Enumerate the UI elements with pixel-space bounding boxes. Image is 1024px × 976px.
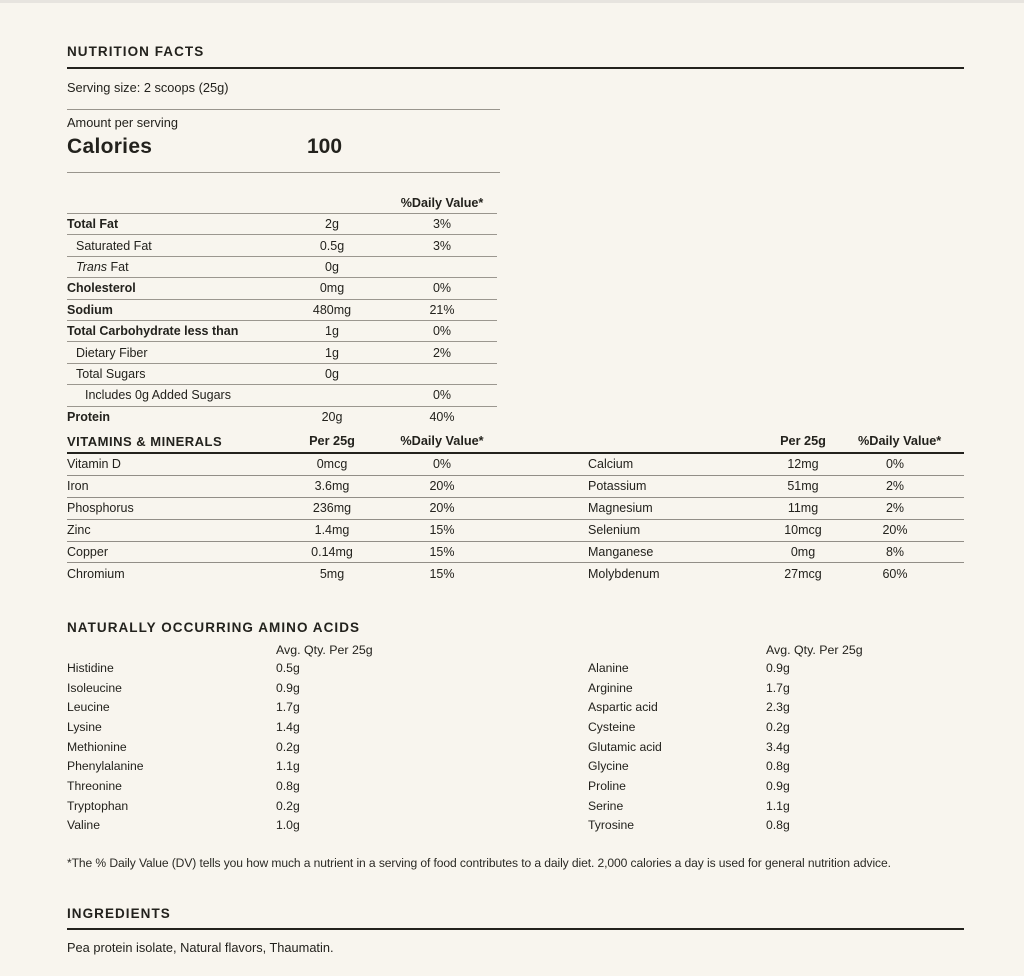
vitamin-row	[67, 520, 964, 542]
amino-name: Valine	[67, 818, 100, 833]
calories-value: 100	[307, 135, 343, 158]
amino-qty: 0.5g	[276, 660, 300, 675]
amino-name: Threonine	[67, 778, 122, 793]
vitamin-name: Potassium	[588, 479, 647, 494]
amino-row	[67, 697, 964, 717]
nutrient-name: Trans Fat	[76, 259, 129, 274]
nutrient-row	[67, 278, 497, 299]
vitamin-name: Phosphorus	[67, 501, 134, 516]
nutrient-row	[67, 407, 497, 427]
vitamin-amount: 1.4mg	[314, 523, 350, 538]
nutrient-name: Saturated Fat	[76, 238, 152, 253]
nutrient-row	[67, 385, 497, 406]
vitamins-rows	[67, 454, 964, 584]
nutrient-amount: 0g	[325, 366, 339, 381]
amino-qty: 0.8g	[766, 759, 790, 774]
vitamin-dv: 2%	[885, 479, 905, 494]
amino-name: Serine	[588, 798, 624, 813]
amino-qty: 2.3g	[766, 700, 790, 715]
amino-qty: 0.2g	[276, 798, 300, 813]
amino-name: Glycine	[588, 759, 629, 774]
vitamin-name: Iron	[67, 479, 89, 494]
nutrient-name: Includes 0g Added Sugars	[85, 388, 231, 403]
vitamin-dv: 0%	[885, 457, 905, 472]
nutrient-name: Protein	[67, 409, 111, 424]
top-edge-strip	[0, 0, 1024, 3]
nutrient-dv: 0%	[432, 388, 452, 403]
vitamin-dv: 0%	[432, 457, 452, 472]
vitamin-dv: 15%	[429, 545, 455, 559]
ingredients-title: INGREDIENTS	[67, 906, 964, 930]
nutrient-amount: 0.5g	[319, 238, 345, 253]
amino-qty: 0.8g	[766, 818, 790, 833]
amino-acids-section	[67, 620, 964, 835]
vitamin-row	[67, 498, 964, 520]
vitamin-name: Molybdenum	[588, 566, 660, 581]
vitamin-row	[67, 563, 964, 584]
nutrient-amount: 0g	[325, 259, 339, 274]
amino-row	[67, 737, 964, 757]
amino-row	[67, 756, 964, 776]
amino-row	[67, 816, 964, 836]
main-nutrition-table	[67, 192, 497, 427]
vitamin-amount: 236mg	[312, 501, 352, 516]
avg-qty-header: Avg. Qty. Per 25g	[766, 643, 863, 657]
amino-name: Cysteine	[588, 719, 636, 734]
nutrient-row	[67, 214, 497, 235]
daily-value-header: %Daily Value*	[400, 195, 484, 210]
vitamin-dv: 20%	[882, 523, 908, 538]
daily-value-header-row	[67, 192, 497, 214]
vitamin-row	[67, 542, 964, 564]
nutrient-name: Total Fat	[67, 217, 119, 232]
nutrient-name: Dietary Fiber	[76, 345, 148, 360]
nutrient-amount: 20g	[321, 409, 343, 424]
vitamin-name: Selenium	[588, 523, 641, 538]
amino-name: Methionine	[67, 739, 127, 754]
vitamin-dv: 20%	[429, 479, 455, 494]
amino-qty: 1.7g	[276, 700, 300, 715]
nutrition-facts-header	[67, 44, 964, 69]
amino-name: Proline	[588, 778, 626, 793]
vitamin-name: Vitamin D	[67, 457, 121, 472]
nutrient-name: Total Sugars	[76, 366, 146, 381]
nutrient-name: Sodium	[67, 302, 113, 317]
vitamin-row	[67, 454, 964, 476]
nutrient-amount: 1g	[325, 324, 339, 339]
vitamins-minerals-table	[67, 430, 964, 584]
amino-name: Histidine	[67, 660, 114, 675]
amino-name: Tryptophan	[67, 798, 129, 813]
vitamin-dv: 8%	[885, 545, 905, 559]
amino-qty: 1.7g	[766, 680, 790, 695]
amino-row	[67, 776, 964, 796]
amino-acids-title: NATURALLY OCCURRING AMINO ACIDS	[67, 620, 361, 635]
ingredients-text: Pea protein isolate, Natural flavors, Thaumatin.	[67, 940, 334, 955]
ingredients-section	[67, 906, 964, 955]
nutrient-dv: 3%	[432, 238, 452, 253]
vitamin-dv: 2%	[885, 501, 905, 516]
vitamin-name: Manganese	[588, 545, 654, 559]
nutrient-row	[67, 342, 497, 363]
amount-per-serving-label: Amount per serving	[67, 115, 178, 130]
vitamin-row	[67, 476, 964, 498]
daily-value-header: %Daily Value*	[400, 434, 484, 448]
nutrient-row	[67, 300, 497, 321]
amino-qty: 0.2g	[276, 739, 300, 754]
vitamins-title: VITAMINS & MINERALS	[67, 433, 223, 449]
amino-qty: 0.9g	[276, 680, 300, 695]
amino-name: Isoleucine	[67, 680, 122, 695]
vitamin-amount: 51mg	[787, 479, 819, 494]
vitamin-amount: 11mg	[787, 501, 819, 516]
vitamin-amount: 10mcg	[784, 523, 822, 538]
vitamins-header-row	[67, 430, 964, 454]
amino-name: Lysine	[67, 719, 102, 734]
nutrient-dv: 0%	[432, 324, 452, 339]
amino-qty: 0.9g	[766, 778, 790, 793]
italic-prefix: Trans	[76, 259, 108, 274]
amino-qty: 1.1g	[766, 798, 790, 813]
amino-row	[67, 796, 964, 816]
nutrient-amount: 480mg	[312, 302, 352, 317]
nutrient-row	[67, 257, 497, 278]
vitamin-dv: 20%	[429, 501, 455, 516]
vitamin-name: Calcium	[588, 457, 634, 472]
amino-name: Leucine	[67, 700, 110, 715]
amino-name: Alanine	[588, 660, 629, 675]
serving-size-label: Serving size: 2 scoops (25g)	[67, 80, 229, 95]
amino-name: Aspartic acid	[588, 700, 658, 715]
amino-header-row	[67, 642, 964, 658]
nutrient-amount: 2g	[325, 217, 339, 232]
vitamin-dv: 15%	[429, 566, 455, 581]
nutrition-rows	[67, 214, 497, 427]
amino-row	[67, 678, 964, 698]
amino-row	[67, 658, 964, 678]
vitamin-name: Copper	[67, 545, 108, 559]
amino-qty: 1.1g	[276, 759, 300, 774]
serving-size-row	[67, 80, 500, 110]
calories-row	[67, 135, 500, 165]
vitamin-name: Chromium	[67, 566, 125, 581]
amino-rows	[67, 658, 964, 835]
amino-name: Phenylalanine	[67, 759, 144, 774]
nutrient-row	[67, 321, 497, 342]
amino-qty: 1.0g	[276, 818, 300, 833]
vitamin-name: Magnesium	[588, 501, 653, 516]
amino-qty: 0.9g	[766, 660, 790, 675]
daily-value-footnote: *The % Daily Value (DV) tells you how much a nutrient in a serving of food contributes to a daily diet. 2,000 calories a day is used for general nutrition advice.	[67, 856, 891, 870]
amino-name: Tyrosine	[588, 818, 635, 833]
nutrient-name: Cholesterol	[67, 281, 136, 296]
vitamin-amount: 12mg	[787, 457, 819, 472]
vitamin-amount: 0mg	[790, 545, 816, 559]
per-25g-header: Per 25g	[309, 434, 355, 448]
page-title: NUTRITION FACTS	[67, 44, 205, 59]
nutrient-amount: 0mg	[319, 281, 345, 296]
vitamin-amount: 27mcg	[784, 566, 822, 581]
calories-label: Calories	[67, 135, 153, 158]
vitamin-dv: 60%	[882, 566, 908, 581]
nutrient-dv: 2%	[432, 345, 452, 360]
amino-qty: 0.2g	[766, 719, 790, 734]
nutrient-name: Total Carbohydrate less than	[67, 324, 239, 339]
amino-row	[67, 717, 964, 737]
amino-name: Arginine	[588, 680, 633, 695]
vitamin-amount: 5mg	[319, 566, 345, 581]
vitamin-amount: 0.14mg	[311, 545, 353, 559]
vitamin-name: Zinc	[67, 523, 91, 538]
nutrient-amount: 1g	[325, 345, 339, 360]
amino-name: Glutamic acid	[588, 739, 662, 754]
nutrient-row	[67, 235, 497, 256]
nutrient-dv: 21%	[429, 302, 455, 317]
vitamin-dv: 15%	[429, 523, 455, 538]
amino-qty: 1.4g	[276, 719, 300, 734]
calories-block	[67, 112, 500, 173]
nutrient-row	[67, 364, 497, 385]
amino-qty: 3.4g	[766, 739, 790, 754]
amino-qty: 0.8g	[276, 778, 300, 793]
vitamin-amount: 0mcg	[316, 457, 348, 472]
nutrient-dv: 0%	[432, 281, 452, 296]
nutrient-dv: 3%	[432, 217, 452, 232]
avg-qty-header: Avg. Qty. Per 25g	[276, 643, 373, 657]
per-25g-header: Per 25g	[780, 434, 826, 448]
nutrient-dv: 40%	[429, 409, 455, 424]
vitamin-amount: 3.6mg	[314, 479, 350, 494]
daily-value-header: %Daily Value*	[858, 434, 942, 448]
